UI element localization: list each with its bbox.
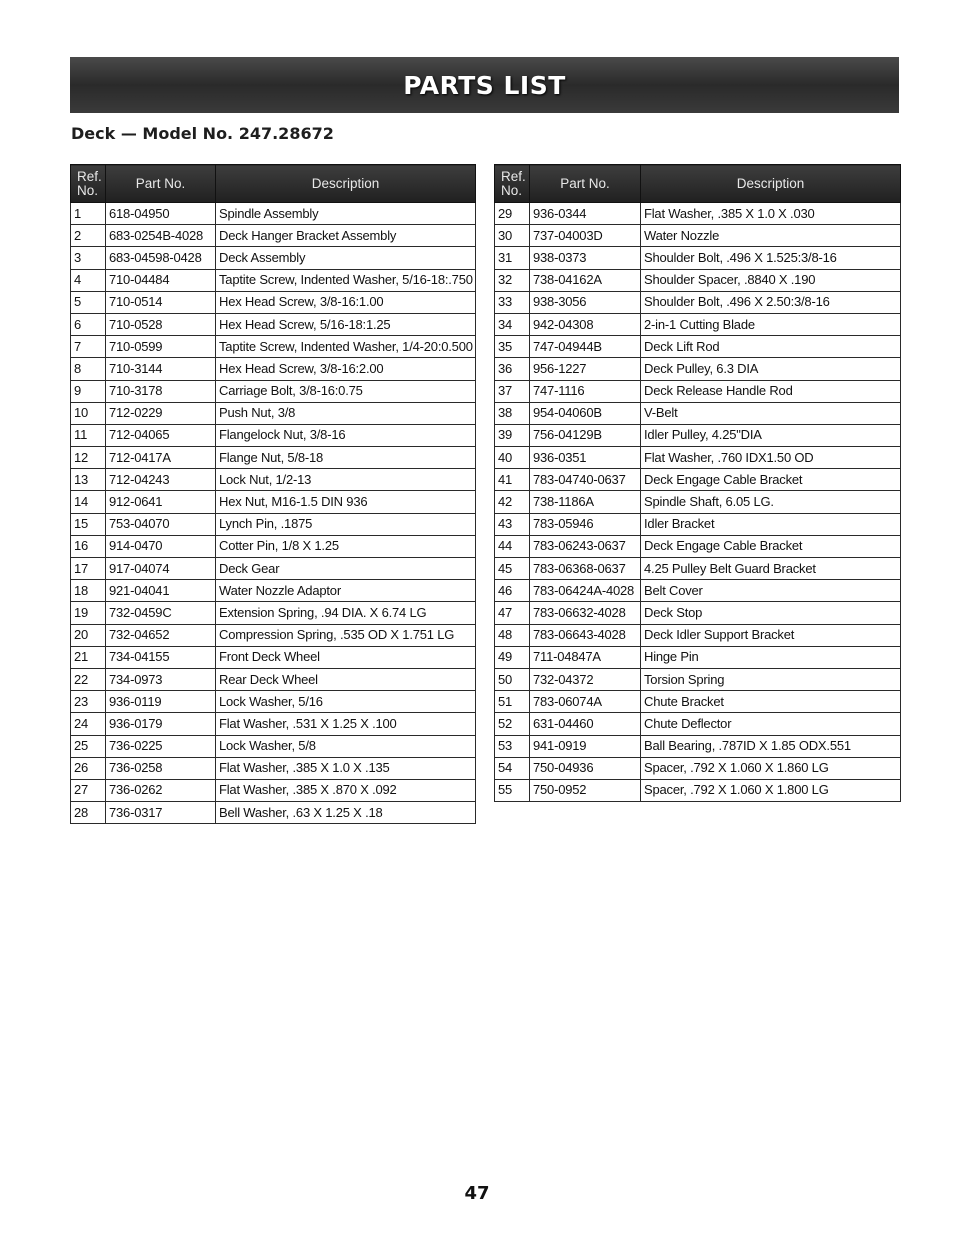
ref-no-cell: 4 — [71, 269, 106, 291]
table-row — [71, 580, 476, 602]
part-no-cell: 783-06074A — [530, 691, 641, 713]
table-row — [495, 713, 901, 735]
part-no-cell: 912-0641 — [106, 491, 216, 513]
description-cell: Ball Bearing, .787ID X 1.85 ODX.551 — [641, 735, 901, 757]
part-no-cell: 738-04162A — [530, 269, 641, 291]
description-cell: Deck Engage Cable Bracket — [641, 469, 901, 491]
description-cell: V-Belt — [641, 402, 901, 424]
ref-no-cell: 45 — [495, 558, 530, 580]
description-cell: Front Deck Wheel — [216, 646, 476, 668]
table-row — [495, 757, 901, 779]
ref-no-cell: 52 — [495, 713, 530, 735]
ref-no-cell: 29 — [495, 203, 530, 225]
ref-no-cell: 38 — [495, 402, 530, 424]
ref-no-cell: 28 — [71, 802, 106, 824]
ref-no-cell: 50 — [495, 668, 530, 690]
part-no-cell: 956-1227 — [530, 358, 641, 380]
table-row — [71, 535, 476, 557]
ref-no-cell: 55 — [495, 779, 530, 801]
description-cell: Taptite Screw, Indented Washer, 5/16-18:.750 — [216, 269, 476, 291]
description-cell: Idler Pulley, 4.25"DIA — [641, 424, 901, 446]
ref-no-cell: 13 — [71, 469, 106, 491]
description-cell: Cotter Pin, 1/8 X 1.25 — [216, 535, 476, 557]
table-row — [495, 225, 901, 247]
part-no-cell: 734-0973 — [106, 668, 216, 690]
parts-table-right — [494, 164, 901, 802]
table-row — [495, 558, 901, 580]
ref-no-cell: 39 — [495, 424, 530, 446]
ref-no-cell: 7 — [71, 336, 106, 358]
part-no-cell: 710-0528 — [106, 313, 216, 335]
table-row — [495, 779, 901, 801]
part-no-cell: 756-04129B — [530, 424, 641, 446]
header-description: Description — [216, 165, 476, 203]
table-row — [71, 558, 476, 580]
description-cell: 2-in-1 Cutting Blade — [641, 313, 901, 335]
description-cell: Hex Head Screw, 3/8-16:2.00 — [216, 358, 476, 380]
part-no-cell: 736-0262 — [106, 779, 216, 801]
description-cell: Deck Stop — [641, 602, 901, 624]
table-row — [71, 713, 476, 735]
header-ref-no: Ref. No. — [495, 165, 530, 203]
ref-no-cell: 41 — [495, 469, 530, 491]
description-cell: Shoulder Bolt, .496 X 1.525:3/8-16 — [641, 247, 901, 269]
description-cell: Push Nut, 3/8 — [216, 402, 476, 424]
ref-no-cell: 18 — [71, 580, 106, 602]
table-row — [71, 225, 476, 247]
table-row — [495, 469, 901, 491]
part-no-cell: 938-0373 — [530, 247, 641, 269]
ref-no-cell: 47 — [495, 602, 530, 624]
ref-no-cell: 30 — [495, 225, 530, 247]
part-no-cell: 917-04074 — [106, 558, 216, 580]
table-row — [71, 735, 476, 757]
table-row — [71, 358, 476, 380]
description-cell: Shoulder Bolt, .496 X 2.50:3/8-16 — [641, 291, 901, 313]
ref-no-cell: 26 — [71, 757, 106, 779]
ref-no-cell: 46 — [495, 580, 530, 602]
part-no-cell: 783-06243-0637 — [530, 535, 641, 557]
table-row — [71, 424, 476, 446]
part-no-cell: 936-0351 — [530, 447, 641, 469]
part-no-cell: 936-0179 — [106, 713, 216, 735]
table-row — [71, 203, 476, 225]
table-row — [495, 691, 901, 713]
part-no-cell: 710-3144 — [106, 358, 216, 380]
table-row — [71, 291, 476, 313]
description-cell: Flat Washer, .385 X .870 X .092 — [216, 779, 476, 801]
description-cell: Lock Nut, 1/2-13 — [216, 469, 476, 491]
description-cell: Flangelock Nut, 3/8-16 — [216, 424, 476, 446]
part-no-cell: 710-0599 — [106, 336, 216, 358]
part-no-cell: 712-04243 — [106, 469, 216, 491]
table-row — [71, 491, 476, 513]
part-no-cell: 732-0459C — [106, 602, 216, 624]
ref-no-cell: 10 — [71, 402, 106, 424]
table-row — [495, 313, 901, 335]
table-row — [495, 424, 901, 446]
table-row — [71, 691, 476, 713]
part-no-cell: 954-04060B — [530, 402, 641, 424]
ref-no-cell: 16 — [71, 535, 106, 557]
part-no-cell: 750-0952 — [530, 779, 641, 801]
ref-no-cell: 17 — [71, 558, 106, 580]
table-row — [495, 513, 901, 535]
ref-no-cell: 34 — [495, 313, 530, 335]
part-no-cell: 783-06632-4028 — [530, 602, 641, 624]
table-row — [71, 646, 476, 668]
table-row — [495, 646, 901, 668]
description-cell: Lynch Pin, .1875 — [216, 513, 476, 535]
part-no-cell: 921-04041 — [106, 580, 216, 602]
description-cell: Water Nozzle — [641, 225, 901, 247]
description-cell: Spacer, .792 X 1.060 X 1.800 LG — [641, 779, 901, 801]
description-cell: Flat Washer, .385 X 1.0 X .135 — [216, 757, 476, 779]
part-no-cell: 750-04936 — [530, 757, 641, 779]
description-cell: Flat Washer, .385 X 1.0 X .030 — [641, 203, 901, 225]
part-no-cell: 738-1186A — [530, 491, 641, 513]
part-no-cell: 734-04155 — [106, 646, 216, 668]
ref-no-cell: 53 — [495, 735, 530, 757]
part-no-cell: 631-04460 — [530, 713, 641, 735]
ref-no-cell: 25 — [71, 735, 106, 757]
table-row — [71, 247, 476, 269]
part-no-cell: 736-0258 — [106, 757, 216, 779]
part-no-cell: 942-04308 — [530, 313, 641, 335]
ref-no-cell: 27 — [71, 779, 106, 801]
table-row — [495, 203, 901, 225]
part-no-cell: 710-04484 — [106, 269, 216, 291]
table-row — [495, 291, 901, 313]
ref-no-cell: 8 — [71, 358, 106, 380]
ref-no-cell: 44 — [495, 535, 530, 557]
ref-no-cell: 35 — [495, 336, 530, 358]
description-cell: Flat Washer, .531 X 1.25 X .100 — [216, 713, 476, 735]
description-cell: Hex Head Screw, 3/8-16:1.00 — [216, 291, 476, 313]
part-no-cell: 618-04950 — [106, 203, 216, 225]
ref-no-cell: 9 — [71, 380, 106, 402]
description-cell: Torsion Spring — [641, 668, 901, 690]
description-cell: Flat Washer, .760 IDX1.50 OD — [641, 447, 901, 469]
ref-no-cell: 2 — [71, 225, 106, 247]
part-no-cell: 736-0317 — [106, 802, 216, 824]
description-cell: Deck Pulley, 6.3 DIA — [641, 358, 901, 380]
page-number: 47 — [464, 1183, 490, 1204]
table-row — [71, 668, 476, 690]
table-row — [495, 358, 901, 380]
description-cell: Rear Deck Wheel — [216, 668, 476, 690]
table-row — [495, 535, 901, 557]
description-cell: Lock Washer, 5/8 — [216, 735, 476, 757]
table-row — [495, 602, 901, 624]
table-row — [71, 380, 476, 402]
part-no-cell: 783-06368-0637 — [530, 558, 641, 580]
table-row — [495, 491, 901, 513]
table-row — [71, 624, 476, 646]
part-no-cell: 783-06643-4028 — [530, 624, 641, 646]
part-no-cell: 747-04944B — [530, 336, 641, 358]
table-header-row — [495, 165, 901, 203]
ref-no-cell: 51 — [495, 691, 530, 713]
ref-no-cell: 12 — [71, 447, 106, 469]
ref-no-cell: 6 — [71, 313, 106, 335]
description-cell: Deck Idler Support Bracket — [641, 624, 901, 646]
ref-no-cell: 14 — [71, 491, 106, 513]
part-no-cell: 753-04070 — [106, 513, 216, 535]
header-part-no: Part No. — [106, 165, 216, 203]
ref-no-cell: 48 — [495, 624, 530, 646]
part-no-cell: 941-0919 — [530, 735, 641, 757]
description-cell: Taptite Screw, Indented Washer, 1/4-20:0.500 — [216, 336, 476, 358]
ref-no-cell: 1 — [71, 203, 106, 225]
ref-no-cell: 11 — [71, 424, 106, 446]
description-cell: Deck Release Handle Rod — [641, 380, 901, 402]
ref-no-cell: 54 — [495, 757, 530, 779]
description-cell: Lock Washer, 5/16 — [216, 691, 476, 713]
part-no-cell: 710-3178 — [106, 380, 216, 402]
ref-no-cell: 19 — [71, 602, 106, 624]
description-cell: Hex Nut, M16-1.5 DIN 936 — [216, 491, 476, 513]
parts-table-left — [70, 164, 476, 824]
table-row — [71, 513, 476, 535]
header-part-no: Part No. — [530, 165, 641, 203]
ref-no-cell: 21 — [71, 646, 106, 668]
table-header-row — [71, 165, 476, 203]
part-no-cell: 683-04598-0428 — [106, 247, 216, 269]
description-cell: Flange Nut, 5/8-18 — [216, 447, 476, 469]
description-cell: Extension Spring, .94 DIA. X 6.74 LG — [216, 602, 476, 624]
description-cell: Carriage Bolt, 3/8-16:0.75 — [216, 380, 476, 402]
part-no-cell: 737-04003D — [530, 225, 641, 247]
table-row — [71, 447, 476, 469]
part-no-cell: 712-0417A — [106, 447, 216, 469]
ref-no-cell: 5 — [71, 291, 106, 313]
description-cell: Idler Bracket — [641, 513, 901, 535]
table-row — [71, 469, 476, 491]
part-no-cell: 683-0254B-4028 — [106, 225, 216, 247]
description-cell: Bell Washer, .63 X 1.25 X .18 — [216, 802, 476, 824]
description-cell: Deck Lift Rod — [641, 336, 901, 358]
part-no-cell: 936-0344 — [530, 203, 641, 225]
table-row — [71, 779, 476, 801]
ref-no-cell: 42 — [495, 491, 530, 513]
ref-no-cell: 33 — [495, 291, 530, 313]
ref-no-cell: 49 — [495, 646, 530, 668]
parts-table-left-body — [71, 203, 476, 824]
description-cell: Shoulder Spacer, .8840 X .190 — [641, 269, 901, 291]
ref-no-cell: 32 — [495, 269, 530, 291]
page-title: PARTS LIST — [403, 70, 566, 100]
description-cell: Deck Engage Cable Bracket — [641, 535, 901, 557]
description-cell: Deck Hanger Bracket Assembly — [216, 225, 476, 247]
section-subtitle: Deck — Model No. 247.28672 — [71, 124, 334, 143]
table-row — [495, 624, 901, 646]
part-no-cell: 712-04065 — [106, 424, 216, 446]
description-cell: Hinge Pin — [641, 646, 901, 668]
part-no-cell: 914-0470 — [106, 535, 216, 557]
part-no-cell: 732-04652 — [106, 624, 216, 646]
table-row — [495, 247, 901, 269]
part-no-cell: 936-0119 — [106, 691, 216, 713]
ref-no-cell: 3 — [71, 247, 106, 269]
ref-no-cell: 24 — [71, 713, 106, 735]
ref-no-cell: 22 — [71, 668, 106, 690]
part-no-cell: 732-04372 — [530, 668, 641, 690]
ref-no-cell: 40 — [495, 447, 530, 469]
description-cell: Deck Gear — [216, 558, 476, 580]
parts-list-banner — [70, 57, 899, 113]
description-cell: Spindle Assembly — [216, 203, 476, 225]
description-cell: Spindle Shaft, 6.05 LG. — [641, 491, 901, 513]
description-cell: Water Nozzle Adaptor — [216, 580, 476, 602]
table-row — [495, 380, 901, 402]
table-row — [71, 602, 476, 624]
description-cell: Chute Deflector — [641, 713, 901, 735]
part-no-cell: 711-04847A — [530, 646, 641, 668]
table-row — [495, 269, 901, 291]
table-row — [495, 447, 901, 469]
description-cell: Hex Head Screw, 5/16-18:1.25 — [216, 313, 476, 335]
description-cell: Deck Assembly — [216, 247, 476, 269]
table-row — [495, 336, 901, 358]
table-row — [71, 313, 476, 335]
parts-table-right-body — [495, 203, 901, 802]
table-row — [495, 668, 901, 690]
ref-no-cell: 15 — [71, 513, 106, 535]
header-description: Description — [641, 165, 901, 203]
description-cell: Spacer, .792 X 1.060 X 1.860 LG — [641, 757, 901, 779]
description-cell: Compression Spring, .535 OD X 1.751 LG — [216, 624, 476, 646]
part-no-cell: 783-04740-0637 — [530, 469, 641, 491]
table-row — [71, 269, 476, 291]
ref-no-cell: 43 — [495, 513, 530, 535]
table-row — [71, 336, 476, 358]
header-ref-no: Ref. No. — [71, 165, 106, 203]
ref-no-cell: 23 — [71, 691, 106, 713]
ref-no-cell: 37 — [495, 380, 530, 402]
table-row — [71, 757, 476, 779]
description-cell: Chute Bracket — [641, 691, 901, 713]
table-row — [495, 580, 901, 602]
description-cell: Belt Cover — [641, 580, 901, 602]
description-cell: 4.25 Pulley Belt Guard Bracket — [641, 558, 901, 580]
ref-no-cell: 36 — [495, 358, 530, 380]
table-row — [71, 802, 476, 824]
part-no-cell: 710-0514 — [106, 291, 216, 313]
part-no-cell: 736-0225 — [106, 735, 216, 757]
ref-no-cell: 20 — [71, 624, 106, 646]
part-no-cell: 783-06424A-4028 — [530, 580, 641, 602]
table-row — [71, 402, 476, 424]
part-no-cell: 747-1116 — [530, 380, 641, 402]
table-row — [495, 402, 901, 424]
table-row — [495, 735, 901, 757]
part-no-cell: 712-0229 — [106, 402, 216, 424]
part-no-cell: 938-3056 — [530, 291, 641, 313]
part-no-cell: 783-05946 — [530, 513, 641, 535]
ref-no-cell: 31 — [495, 247, 530, 269]
